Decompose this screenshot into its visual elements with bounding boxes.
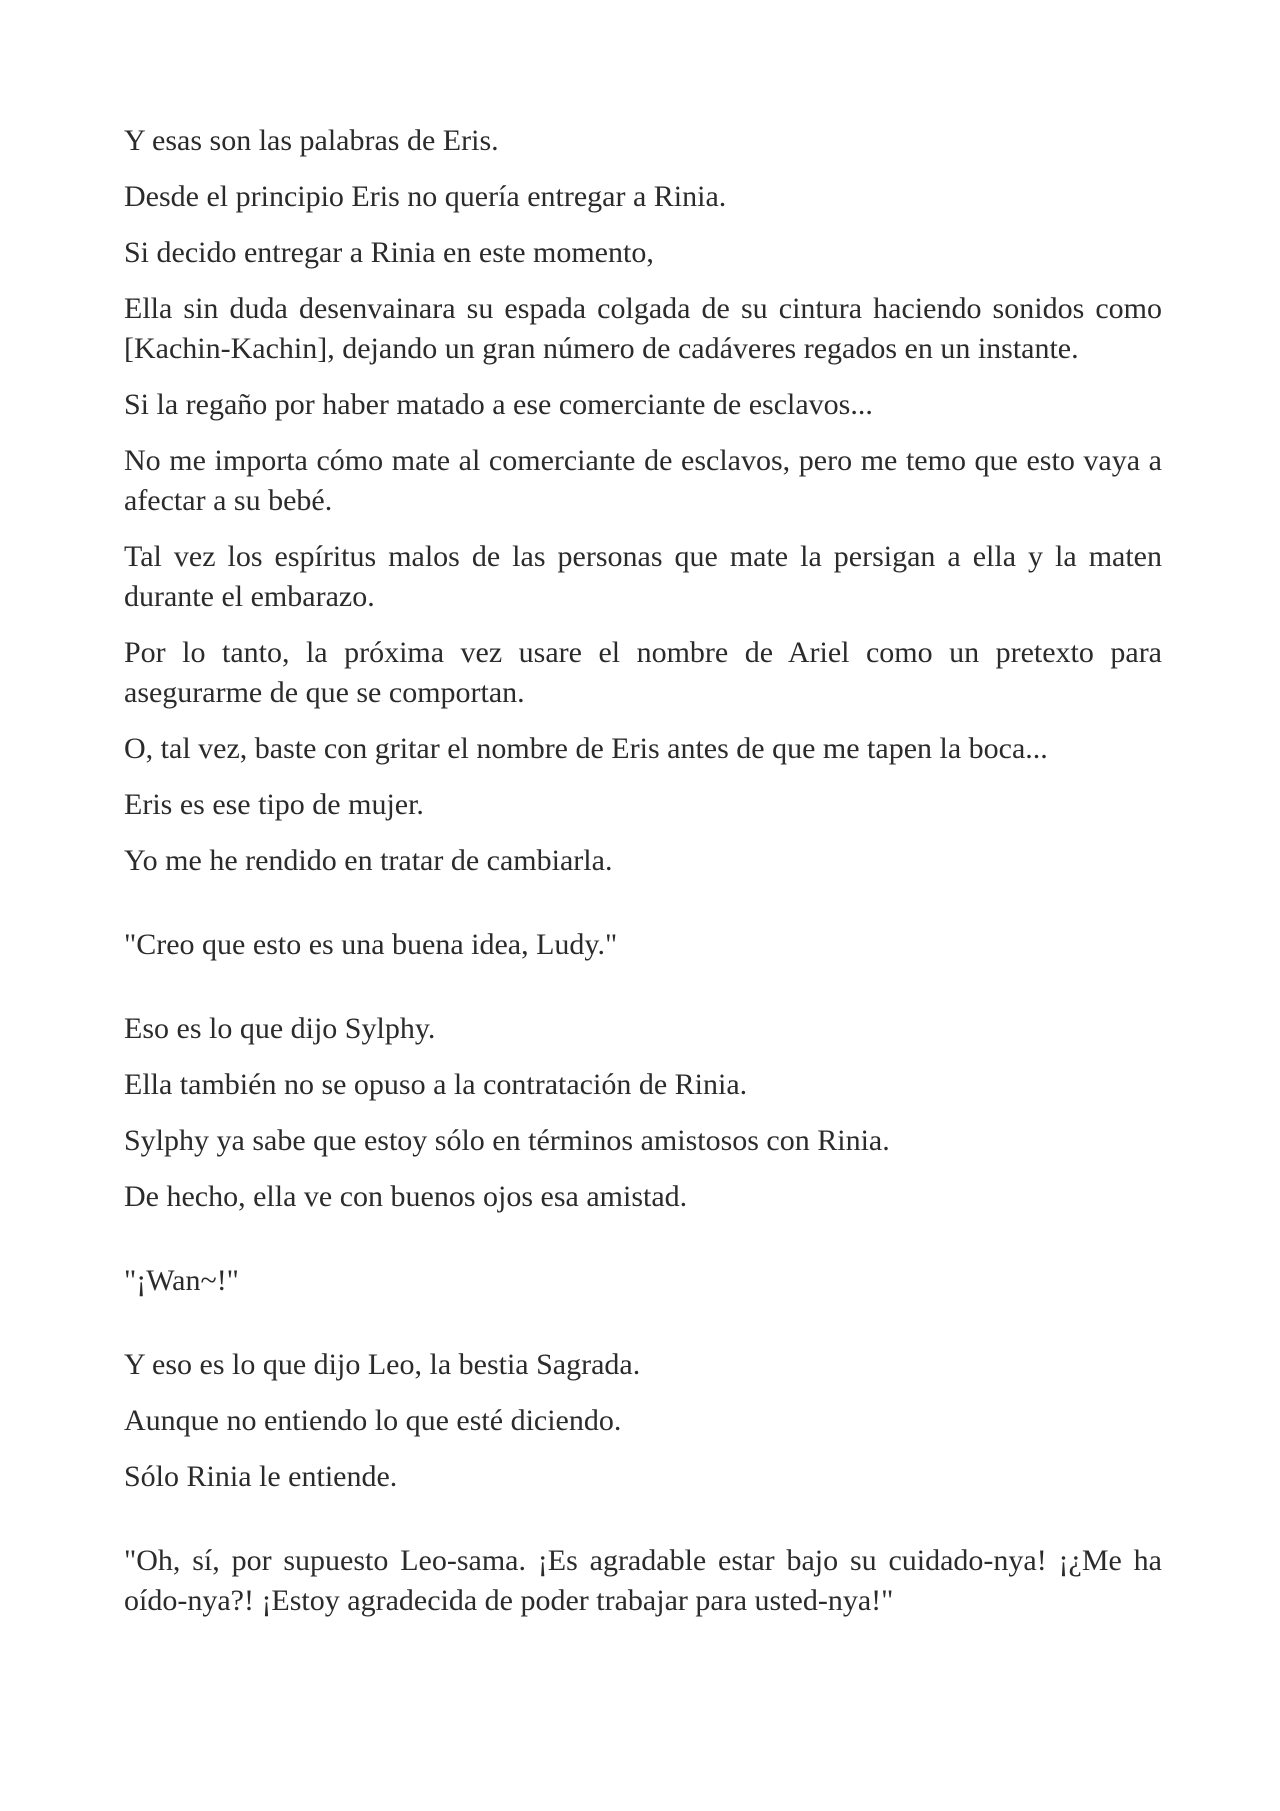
paragraph-12: Eso es lo que dijo Sylphy. xyxy=(124,1012,436,1045)
dialogue-2: "¡Wan~!" xyxy=(124,1264,239,1297)
paragraph-2: Desde el principio Eris no quería entregar a Rinia. xyxy=(124,180,727,213)
section-gap xyxy=(124,1513,1162,1541)
paragraph-3: Si decido entregar a Rinia en este momento, xyxy=(124,236,654,269)
paragraph-10: Eris es ese tipo de mujer. xyxy=(124,788,424,821)
paragraph-4: Ella sin duda desenvainara su espada colgada de su cintura haciendo sonidos como [Kachin-Kachin], dejando un gran número de cadáveres regados en un instante. xyxy=(124,292,1162,365)
paragraph-7: Tal vez los espíritus malos de las personas que mate la persigan a ella y la maten durante el embarazo. xyxy=(124,540,1162,613)
section-gap xyxy=(124,981,1162,1009)
section-gap xyxy=(124,897,1162,925)
section-gap xyxy=(124,1233,1162,1261)
paragraph-18: Sólo Rinia le entiende. xyxy=(124,1460,398,1493)
paragraph-5: Si la regaño por haber matado a ese comerciante de esclavos... xyxy=(124,388,873,421)
paragraph-9: O, tal vez, baste con gritar el nombre de Eris antes de que me tapen la boca... xyxy=(124,732,1048,765)
section-gap xyxy=(124,1317,1162,1345)
paragraph-8: Por lo tanto, la próxima vez usare el nombre de Ariel como un pretexto para asegurarme de que se comportan. xyxy=(124,636,1162,709)
paragraph-11: Yo me he rendido en tratar de cambiarla. xyxy=(124,844,613,877)
paragraph-15: De hecho, ella ve con buenos ojos esa amistad. xyxy=(124,1180,688,1213)
paragraph-13: Ella también no se opuso a la contratación de Rinia. xyxy=(124,1068,748,1101)
paragraph-17: Aunque no entiendo lo que esté diciendo. xyxy=(124,1404,622,1437)
paragraph-14: Sylphy ya sabe que estoy sólo en términos amistosos con Rinia. xyxy=(124,1124,890,1157)
paragraph-6: No me importa cómo mate al comerciante de esclavos, pero me temo que esto vaya a afectar a su bebé. xyxy=(124,444,1162,517)
paragraph-1: Y esas son las palabras de Eris. xyxy=(124,124,499,157)
dialogue-1: "Creo que esto es una buena idea, Ludy." xyxy=(124,928,618,961)
document-page xyxy=(124,121,1162,1637)
paragraph-16: Y eso es lo que dijo Leo, la bestia Sagrada. xyxy=(124,1348,641,1381)
dialogue-3: "Oh, sí, por supuesto Leo-sama. ¡Es agradable estar bajo su cuidado-nya! ¡¿Me ha oído-nya?! ¡Estoy agradecida de poder trabajar para usted-nya!" xyxy=(124,1544,1162,1617)
